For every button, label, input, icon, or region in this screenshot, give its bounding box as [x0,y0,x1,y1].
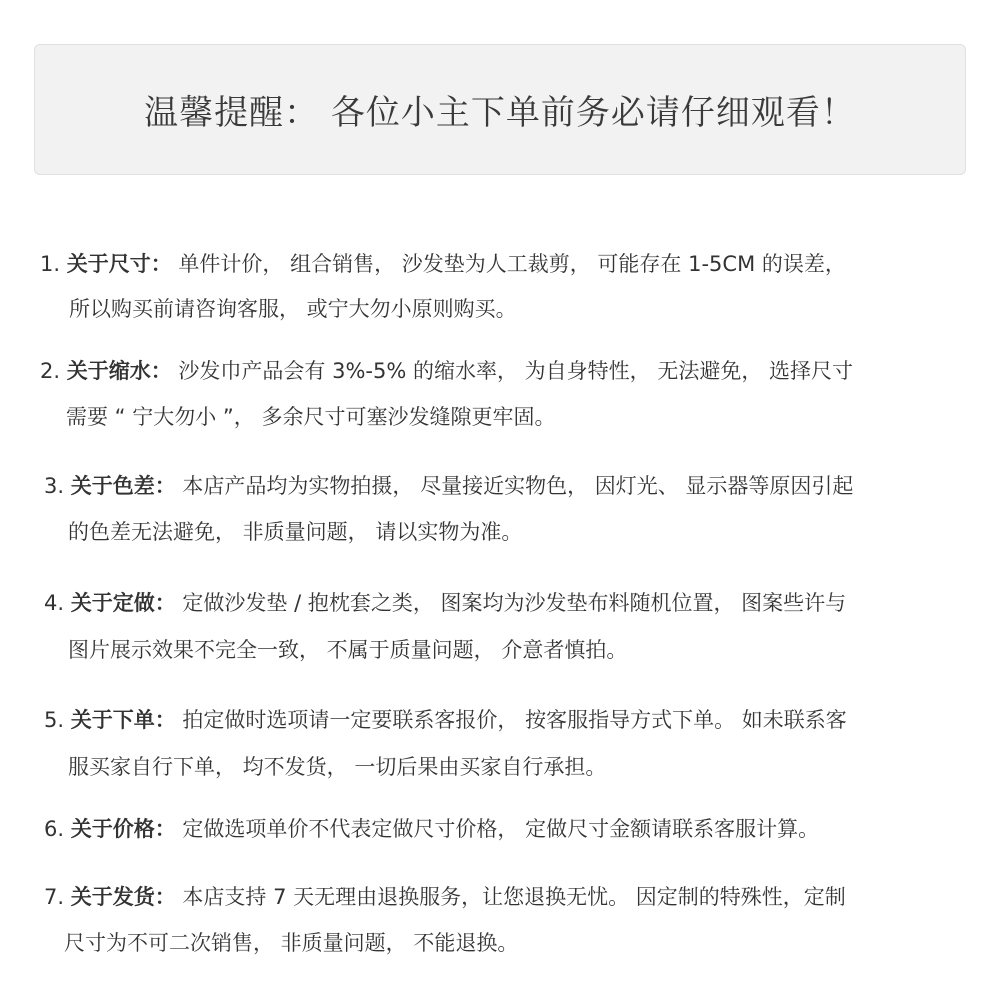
rule-number: 5. [44,708,65,732]
notice-title: 温馨提醒： 各位小主下单前务必请仔细观看！ [144,93,856,133]
rule-line-1 [44,882,846,912]
rule-text: 单件计价， 组合销售， 沙发垫为人工裁剪， 可能存在 1-5CM 的误差， [171,252,846,276]
rule-line-1 [40,249,846,279]
rule-text: 定做选项单价不代表定做尺寸价格， 定做尺寸金额请联系客服计算。 [175,817,820,841]
notice-banner [34,44,966,175]
rule-line-2: 图片展示效果不完全一致， 不属于质量问题， 介意者慎拍。 [68,638,628,662]
rule-number: 1. [40,252,61,276]
rule-line-1 [40,356,853,386]
rule-line-1 [44,814,819,844]
rule-number: 6. [44,817,65,841]
rule-number: 3. [44,474,65,498]
rule-line-1 [44,471,853,501]
rule-line-2: 尺寸为不可二次销售， 非质量问题， 不能退换。 [64,931,519,955]
rule-heading: 关于尺寸： [66,252,172,276]
rule-number: 7. [44,885,65,909]
rule-line-2: 需要 “ 宁大勿小 ”， 多余尺寸可塞沙发缝隙更牢固。 [66,405,556,429]
rule-text: 拍定做时选项请一定要联系客报价， 按客服指导方式下单。 如未联系客 [175,708,847,732]
rule-line-2: 的色差无法避免， 非质量问题， 请以实物为准。 [68,520,523,544]
rule-number: 2. [40,359,61,383]
rule-text: 本店产品均为实物拍摄， 尽量接近实物色， 因灯光、 显示器等原因引起 [175,474,854,498]
rule-text: 本店支持 7 天无理由退换服务，让您退换无忧。 因定制的特殊性，定制 [175,885,846,909]
rule-heading: 关于发货： [70,885,176,909]
rule-heading: 关于色差： [70,474,176,498]
rule-heading: 关于缩水： [66,359,172,383]
rule-line-1 [44,588,846,618]
rule-line-1 [44,705,847,735]
rule-heading: 关于定做： [70,591,176,615]
rule-heading: 关于下单： [70,708,176,732]
rule-heading: 关于价格： [70,817,176,841]
rule-number: 4. [44,591,65,615]
rule-line-2: 服买家自行下单， 均不发货， 一切后果由买家自行承担。 [68,755,607,779]
rule-line-2: 所以购买前请咨询客服， 或宁大勿小原则购买。 [69,297,517,321]
rule-text: 定做沙发垫 / 抱枕套之类， 图案均为沙发垫布料随机位置， 图案些许与 [175,591,847,615]
rule-text: 沙发巾产品会有 3%-5% 的缩水率， 为自身特性， 无法避免， 选择尺寸 [171,359,853,383]
